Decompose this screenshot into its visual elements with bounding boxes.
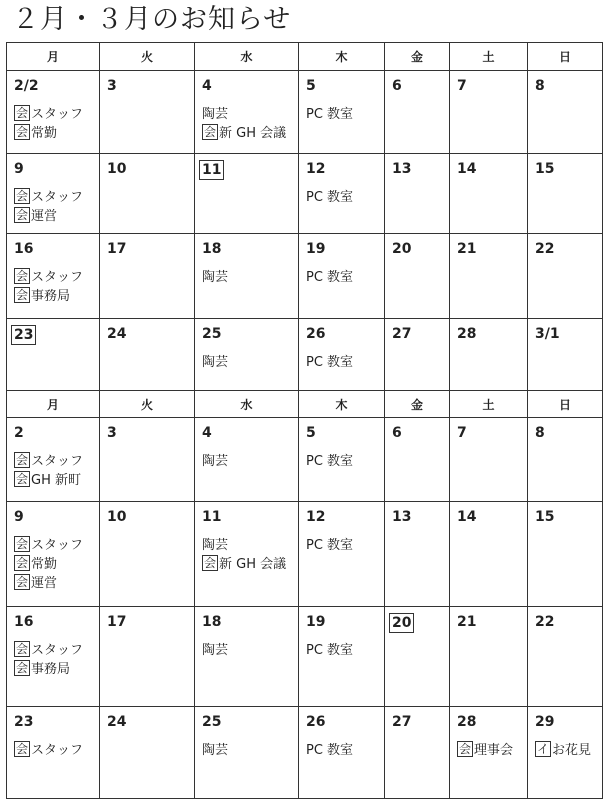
event-entry [14, 452, 99, 471]
day-number: 28 [457, 326, 477, 342]
event-text: PC 教室 [306, 538, 354, 553]
calendar-table [6, 42, 603, 799]
day-cell[interactable] [195, 71, 299, 154]
event-entry [14, 471, 99, 490]
event-mark-badge: 会 [16, 288, 29, 302]
day-number: 18 [202, 241, 222, 257]
event-text: 陶芸 [202, 355, 229, 370]
event-text: 陶芸 [202, 107, 229, 122]
day-cell[interactable] [528, 607, 603, 707]
day-cell[interactable] [528, 319, 603, 391]
event-text: 陶芸 [202, 538, 229, 553]
event-text: スタッフ [31, 454, 84, 469]
event-entry [14, 188, 99, 207]
day-cell[interactable] [100, 234, 195, 319]
event-entry [457, 741, 527, 760]
day-number: 19 [306, 241, 326, 257]
event-mark-badge: 会 [16, 556, 29, 570]
event-entry [202, 555, 298, 574]
day-number: 10 [107, 161, 127, 177]
day-cell[interactable] [7, 319, 100, 391]
event-entry [14, 660, 99, 679]
event-entry [306, 452, 384, 471]
weekday-wed: 水 [195, 391, 299, 418]
day-number: 29 [535, 714, 555, 730]
day-cell[interactable] [450, 71, 528, 154]
day-cell[interactable] [385, 607, 450, 707]
day-cell[interactable] [528, 418, 603, 502]
day-number: 12 [306, 161, 326, 177]
event-entry [306, 741, 384, 760]
event-mark-badge: 会 [16, 453, 29, 467]
week-row [7, 234, 603, 319]
day-cell[interactable] [450, 607, 528, 707]
day-cell[interactable] [528, 71, 603, 154]
day-cell[interactable] [7, 71, 100, 154]
event-entry [306, 188, 384, 207]
event-entry [306, 105, 384, 124]
event-text: PC 教室 [306, 190, 354, 205]
event-entry [14, 287, 99, 306]
day-cell[interactable] [100, 319, 195, 391]
event-text: スタッフ [31, 743, 84, 758]
event-entry [202, 641, 298, 660]
day-cell[interactable] [195, 234, 299, 319]
event-entry [14, 574, 99, 593]
event-mark-badge: 会 [459, 742, 472, 756]
event-entry [14, 124, 99, 143]
event-mark-badge: 会 [16, 125, 29, 139]
event-entry [202, 353, 298, 372]
day-number: 4 [202, 425, 212, 441]
day-cell[interactable] [450, 154, 528, 234]
day-number: 20 [389, 613, 414, 633]
day-cell[interactable] [7, 707, 100, 799]
day-cell[interactable] [450, 418, 528, 502]
event-entry [14, 105, 99, 124]
day-cell[interactable] [299, 418, 385, 502]
event-entry [202, 268, 298, 287]
event-entry [14, 536, 99, 555]
event-mark-badge: 会 [16, 661, 29, 675]
event-entry [306, 268, 384, 287]
day-number: 27 [392, 714, 412, 730]
event-entry [202, 105, 298, 124]
day-cell[interactable] [100, 418, 195, 502]
week-row [7, 71, 603, 154]
event-text: スタッフ [31, 190, 84, 205]
day-number: 4 [202, 78, 212, 94]
event-mark-badge: 会 [16, 642, 29, 656]
event-mark-badge: 会 [16, 472, 29, 486]
day-number: 21 [457, 614, 477, 630]
day-cell[interactable] [195, 502, 299, 607]
day-number: 13 [392, 161, 412, 177]
day-number: 10 [107, 509, 127, 525]
day-cell[interactable] [195, 154, 299, 234]
weekday-sat: 土 [450, 391, 528, 418]
day-cell[interactable] [7, 502, 100, 607]
event-mark-badge: 会 [16, 575, 29, 589]
day-cell[interactable] [7, 418, 100, 502]
day-number: 6 [392, 425, 402, 441]
event-text: 新 GH 会議 [219, 557, 287, 572]
week-row [7, 319, 603, 391]
weekday-header-row [7, 43, 603, 71]
event-entry [306, 536, 384, 555]
day-cell[interactable] [385, 234, 450, 319]
day-cell[interactable] [299, 502, 385, 607]
day-number: 14 [457, 509, 477, 525]
day-number: 25 [202, 326, 222, 342]
event-text: 事務局 [31, 289, 71, 304]
weekday-fri: 金 [385, 391, 450, 418]
event-mark-badge: 会 [16, 537, 29, 551]
event-entry [202, 124, 298, 143]
day-cell[interactable] [528, 707, 603, 799]
day-number: 15 [535, 161, 555, 177]
day-number: 9 [14, 161, 24, 177]
day-cell[interactable] [299, 154, 385, 234]
event-text: PC 教室 [306, 643, 354, 658]
day-number: 23 [14, 714, 34, 730]
day-number: 9 [14, 509, 24, 525]
event-entry [306, 353, 384, 372]
day-cell[interactable] [7, 234, 100, 319]
day-cell[interactable] [385, 71, 450, 154]
day-cell[interactable] [450, 707, 528, 799]
day-cell[interactable] [450, 234, 528, 319]
day-number: 26 [306, 326, 326, 342]
event-mark-badge: 会 [16, 208, 29, 222]
day-number: 2 [14, 425, 24, 441]
week-row [7, 707, 603, 799]
day-number: 2/2 [14, 78, 39, 94]
weekday-thu: 木 [299, 391, 385, 418]
day-number: 19 [306, 614, 326, 630]
event-text: PC 教室 [306, 743, 354, 758]
day-cell[interactable] [299, 607, 385, 707]
day-cell[interactable] [100, 707, 195, 799]
day-number: 17 [107, 241, 127, 257]
event-text: 事務局 [31, 662, 71, 677]
event-text: GH 新町 [31, 473, 81, 488]
day-number: 7 [457, 425, 467, 441]
weekday-tue: 火 [100, 43, 195, 71]
event-text: 理事会 [474, 743, 514, 758]
day-cell[interactable] [100, 502, 195, 607]
week-row [7, 154, 603, 234]
day-number: 24 [107, 714, 127, 730]
weekday-mon: 月 [7, 43, 100, 71]
day-cell[interactable] [385, 319, 450, 391]
event-text: PC 教室 [306, 355, 354, 370]
weekday-sun: 日 [528, 391, 603, 418]
day-cell[interactable] [528, 234, 603, 319]
day-cell[interactable] [7, 607, 100, 707]
event-text: スタッフ [31, 538, 84, 553]
day-cell[interactable] [7, 154, 100, 234]
week-row [7, 502, 603, 607]
day-cell[interactable] [450, 319, 528, 391]
day-cell[interactable] [100, 154, 195, 234]
event-text: 陶芸 [202, 270, 229, 285]
day-cell[interactable] [100, 607, 195, 707]
day-cell[interactable] [299, 319, 385, 391]
day-cell[interactable] [450, 502, 528, 607]
day-number: 18 [202, 614, 222, 630]
weekday-mon: 月 [7, 391, 100, 418]
day-cell[interactable] [528, 154, 603, 234]
day-number: 12 [306, 509, 326, 525]
event-text: PC 教室 [306, 270, 354, 285]
event-mark-badge: 会 [204, 125, 217, 139]
day-number: 3 [107, 78, 117, 94]
day-number: 20 [392, 241, 412, 257]
day-number: 24 [107, 326, 127, 342]
day-number: 27 [392, 326, 412, 342]
week-row [7, 418, 603, 502]
day-number: 16 [14, 614, 34, 630]
day-cell[interactable] [385, 502, 450, 607]
day-cell[interactable] [385, 418, 450, 502]
weekday-sat: 土 [450, 43, 528, 71]
day-number: 22 [535, 614, 555, 630]
day-cell[interactable] [528, 502, 603, 607]
event-text: 陶芸 [202, 454, 229, 469]
day-number: 14 [457, 161, 477, 177]
day-cell[interactable] [299, 707, 385, 799]
day-number: 5 [306, 78, 316, 94]
event-text: スタッフ [31, 643, 84, 658]
weekday-fri: 金 [385, 43, 450, 71]
weekday-tue: 火 [100, 391, 195, 418]
event-entry [202, 536, 298, 555]
week-row [7, 607, 603, 707]
event-text: お花見 [552, 743, 592, 758]
event-entry [202, 741, 298, 760]
page-title: ２月・３月のお知らせ [12, 4, 292, 35]
weekday-thu: 木 [299, 43, 385, 71]
event-text: 陶芸 [202, 643, 229, 658]
event-entry [306, 641, 384, 660]
event-text: PC 教室 [306, 107, 354, 122]
event-text: 新 GH 会議 [219, 126, 287, 141]
day-number: 23 [11, 325, 36, 345]
event-entry [14, 555, 99, 574]
day-number: 8 [535, 425, 545, 441]
day-number: 11 [202, 509, 222, 525]
event-text: 陶芸 [202, 743, 229, 758]
day-cell[interactable] [195, 607, 299, 707]
day-number: 26 [306, 714, 326, 730]
event-text: スタッフ [31, 107, 84, 122]
day-number: 25 [202, 714, 222, 730]
event-mark-badge: 会 [204, 556, 217, 570]
day-number: 3/1 [535, 326, 560, 342]
event-entry [14, 268, 99, 287]
day-number: 22 [535, 241, 555, 257]
day-number: 8 [535, 78, 545, 94]
day-number: 7 [457, 78, 467, 94]
event-mark-badge: イ [537, 742, 550, 756]
calendar-body [7, 43, 603, 799]
day-cell[interactable] [299, 71, 385, 154]
day-number: 3 [107, 425, 117, 441]
weekday-wed: 水 [195, 43, 299, 71]
weekday-header-row [7, 391, 603, 418]
event-entry [535, 741, 602, 760]
event-text: 常勤 [31, 126, 58, 141]
event-text: 運営 [31, 209, 58, 224]
event-entry [14, 741, 99, 760]
day-number: 17 [107, 614, 127, 630]
day-cell[interactable] [195, 319, 299, 391]
day-number: 28 [457, 714, 477, 730]
weekday-sun: 日 [528, 43, 603, 71]
day-cell[interactable] [100, 71, 195, 154]
day-number: 6 [392, 78, 402, 94]
event-mark-badge: 会 [16, 106, 29, 120]
day-cell[interactable] [385, 707, 450, 799]
day-number: 21 [457, 241, 477, 257]
day-cell[interactable] [195, 707, 299, 799]
day-cell[interactable] [385, 154, 450, 234]
event-entry [14, 641, 99, 660]
day-cell[interactable] [299, 234, 385, 319]
day-number: 16 [14, 241, 34, 257]
event-entry [202, 452, 298, 471]
event-text: 運営 [31, 576, 58, 591]
day-number: 11 [199, 160, 224, 180]
event-text: 常勤 [31, 557, 58, 572]
event-text: PC 教室 [306, 454, 354, 469]
event-text: スタッフ [31, 270, 84, 285]
day-number: 15 [535, 509, 555, 525]
event-mark-badge: 会 [16, 189, 29, 203]
event-entry [14, 207, 99, 226]
event-mark-badge: 会 [16, 742, 29, 756]
event-mark-badge: 会 [16, 269, 29, 283]
day-cell[interactable] [195, 418, 299, 502]
day-number: 5 [306, 425, 316, 441]
day-number: 13 [392, 509, 412, 525]
